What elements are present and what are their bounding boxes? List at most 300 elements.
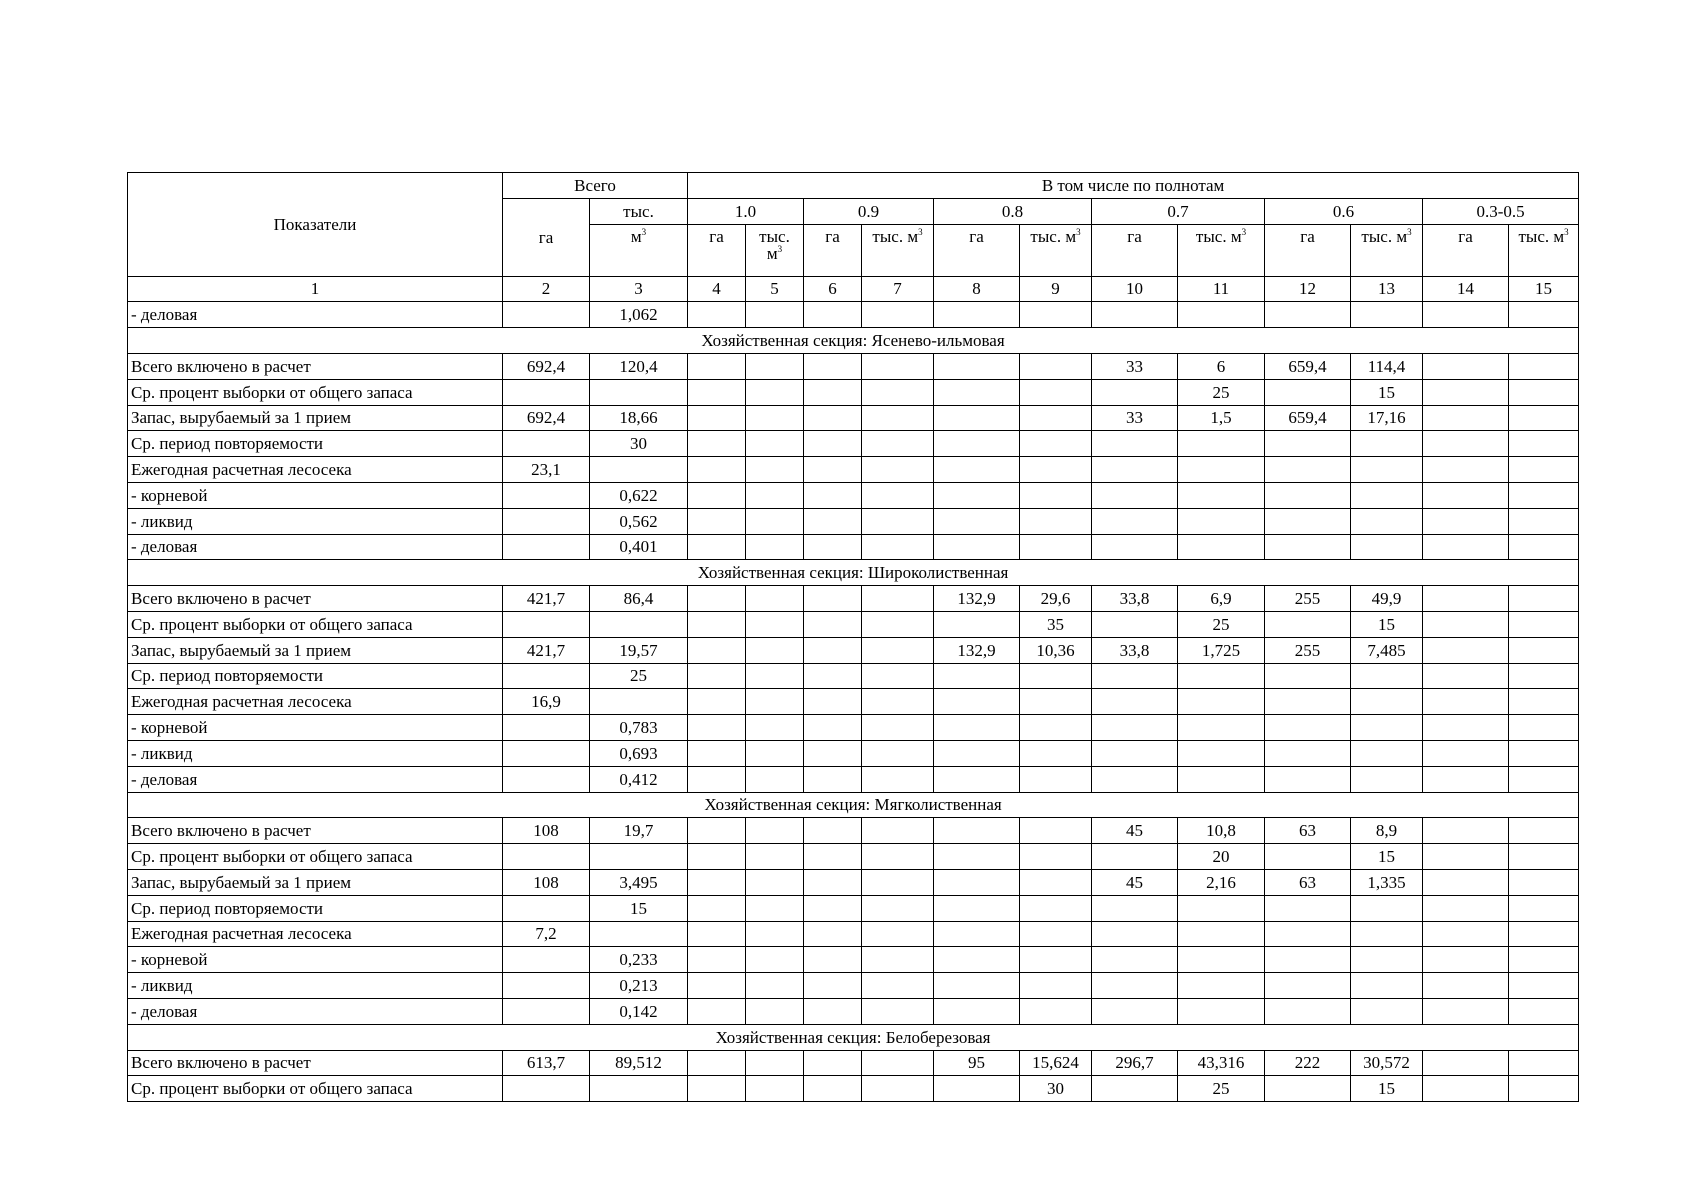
table-cell: [746, 895, 804, 921]
table-cell: 16,9: [503, 689, 590, 715]
table-cell: [1020, 921, 1092, 947]
table-cell: [503, 482, 590, 508]
row-label: Ежегодная расчетная лесосека: [128, 921, 503, 947]
table-cell: [1092, 663, 1178, 689]
table-cell: 0,562: [590, 508, 688, 534]
table-cell: 7,2: [503, 921, 590, 947]
table-cell: [804, 586, 862, 612]
table-cell: 25: [590, 663, 688, 689]
table-cell: [1423, 1076, 1509, 1102]
table-cell: [1265, 895, 1351, 921]
table-cell: [688, 844, 746, 870]
column-number: 3: [590, 276, 688, 302]
table-row: [128, 431, 1579, 457]
table-cell: [804, 457, 862, 483]
table-cell: 30: [1020, 1076, 1092, 1102]
table-cell: [1351, 895, 1423, 921]
table-cell: [1351, 766, 1423, 792]
table-cell: [862, 947, 934, 973]
table-cell: [804, 895, 862, 921]
row-label: - корневой: [128, 715, 503, 741]
table-cell: [934, 998, 1020, 1024]
density-header: 1.0: [688, 198, 804, 224]
table-cell: [590, 457, 688, 483]
table-cell: [590, 844, 688, 870]
table-cell: [1020, 379, 1092, 405]
table-cell: [1020, 457, 1092, 483]
row-label: Всего включено в расчет: [128, 818, 503, 844]
table-cell: [1423, 818, 1509, 844]
table-cell: 20: [1178, 844, 1265, 870]
table-cell: [688, 508, 746, 534]
table-cell: [1423, 689, 1509, 715]
table-cell: [804, 715, 862, 741]
table-cell: [1265, 457, 1351, 483]
table-cell: [862, 895, 934, 921]
table-cell: [934, 844, 1020, 870]
column-number: 10: [1092, 276, 1178, 302]
table-cell: [1351, 508, 1423, 534]
table-cell: [1265, 921, 1351, 947]
table-cell: [1423, 715, 1509, 741]
table-cell: 43,316: [1178, 1050, 1265, 1076]
table-cell: [746, 689, 804, 715]
table-cell: [1092, 973, 1178, 999]
table-cell: 296,7: [1092, 1050, 1178, 1076]
table-row: [128, 508, 1579, 534]
table-cell: [1423, 895, 1509, 921]
table-row: [128, 973, 1579, 999]
table-cell: [862, 1050, 934, 1076]
column-number: 7: [862, 276, 934, 302]
table-cell: 17,16: [1351, 405, 1423, 431]
table-cell: 30: [590, 431, 688, 457]
table-cell: [503, 998, 590, 1024]
table-cell: [1020, 482, 1092, 508]
table-cell: [1092, 895, 1178, 921]
table-cell: [1265, 302, 1351, 328]
table-cell: [688, 379, 746, 405]
table-cell: [1509, 508, 1579, 534]
table-cell: 10,36: [1020, 637, 1092, 663]
table-cell: [688, 482, 746, 508]
unit-thous-m3-header: тыс. $м^3$: [746, 224, 804, 276]
table-cell: [1265, 611, 1351, 637]
table-cell: [688, 431, 746, 457]
table-cell: [1178, 689, 1265, 715]
table-cell: [804, 405, 862, 431]
table-cell: [1178, 895, 1265, 921]
forest-calc-table: [127, 172, 1579, 1102]
table-cell: [1423, 869, 1509, 895]
table-cell: [862, 302, 934, 328]
table-cell: [503, 844, 590, 870]
table-cell: [1509, 611, 1579, 637]
table-cell: [934, 1076, 1020, 1102]
table-cell: [746, 998, 804, 1024]
table-row: [128, 947, 1579, 973]
section-title: Хозяйственная секция: Белоберезовая: [128, 1024, 1579, 1050]
table-cell: [1351, 740, 1423, 766]
table-cell: [590, 611, 688, 637]
table-cell: [804, 302, 862, 328]
table-row: [128, 611, 1579, 637]
table-cell: [746, 947, 804, 973]
table-cell: 0,622: [590, 482, 688, 508]
table-cell: 15: [1351, 611, 1423, 637]
table-cell: [503, 534, 590, 560]
table-cell: 0,412: [590, 766, 688, 792]
row-label: - ликвид: [128, 973, 503, 999]
table-cell: [1092, 921, 1178, 947]
table-cell: [1423, 740, 1509, 766]
table-cell: [1423, 947, 1509, 973]
table-cell: [1509, 766, 1579, 792]
table-cell: 421,7: [503, 586, 590, 612]
column-number: 11: [1178, 276, 1265, 302]
table-cell: [688, 353, 746, 379]
table-cell: 33: [1092, 353, 1178, 379]
total-thous-header: тыс.: [590, 198, 688, 224]
table-cell: [688, 1050, 746, 1076]
table-cell: [862, 715, 934, 741]
table-cell: [746, 844, 804, 870]
table-cell: 0,213: [590, 973, 688, 999]
table-row: [128, 405, 1579, 431]
table-cell: [1509, 1076, 1579, 1102]
row-label: Запас, вырубаемый за 1 прием: [128, 637, 503, 663]
density-header: 0.6: [1265, 198, 1423, 224]
table-cell: [1020, 534, 1092, 560]
table-cell: [1509, 405, 1579, 431]
table-cell: 0,401: [590, 534, 688, 560]
table-cell: [934, 973, 1020, 999]
table-cell: [804, 973, 862, 999]
column-number: 9: [1020, 276, 1092, 302]
table-cell: 23,1: [503, 457, 590, 483]
table-cell: [688, 405, 746, 431]
column-number: 8: [934, 276, 1020, 302]
table-cell: [1509, 998, 1579, 1024]
unit-thous-m3-header: тыс. $м^3$: [862, 224, 934, 276]
table-cell: [1509, 379, 1579, 405]
unit-thous-m3-header: тыс. $м^3$: [1178, 224, 1265, 276]
table-cell: [503, 508, 590, 534]
row-label: - корневой: [128, 482, 503, 508]
table-cell: [1092, 431, 1178, 457]
table-cell: [934, 353, 1020, 379]
table-cell: [1178, 534, 1265, 560]
table-cell: 25: [1178, 1076, 1265, 1102]
table-cell: [746, 534, 804, 560]
table-cell: [862, 766, 934, 792]
column-number-row: [128, 276, 1579, 302]
table-cell: 33: [1092, 405, 1178, 431]
unit-ha-header: га: [1423, 224, 1509, 276]
table-row: [128, 921, 1579, 947]
table-cell: [1265, 482, 1351, 508]
table-cell: [862, 534, 934, 560]
table-cell: [746, 379, 804, 405]
table-cell: 1,5: [1178, 405, 1265, 431]
table-cell: [804, 740, 862, 766]
section-row: [128, 560, 1579, 586]
table-cell: [1423, 973, 1509, 999]
table-cell: 6: [1178, 353, 1265, 379]
table-cell: [1020, 973, 1092, 999]
table-cell: [862, 405, 934, 431]
table-cell: [1265, 947, 1351, 973]
table-cell: [862, 663, 934, 689]
row-label: Ежегодная расчетная лесосека: [128, 689, 503, 715]
table-cell: 15: [1351, 844, 1423, 870]
table-cell: [1178, 973, 1265, 999]
table-row: [128, 379, 1579, 405]
table-cell: [1020, 844, 1092, 870]
table-cell: [1509, 353, 1579, 379]
table-cell: [688, 457, 746, 483]
table-row: [128, 302, 1579, 328]
table-cell: [804, 1050, 862, 1076]
table-cell: [934, 508, 1020, 534]
table-cell: [862, 973, 934, 999]
table-cell: [804, 379, 862, 405]
row-label: - деловая: [128, 534, 503, 560]
table-cell: 45: [1092, 818, 1178, 844]
table-cell: [590, 921, 688, 947]
table-cell: [1020, 947, 1092, 973]
table-cell: 2,16: [1178, 869, 1265, 895]
table-cell: 15: [1351, 379, 1423, 405]
table-cell: [746, 921, 804, 947]
table-cell: [746, 740, 804, 766]
table-cell: [1092, 482, 1178, 508]
table-cell: [1178, 431, 1265, 457]
table-cell: [1423, 405, 1509, 431]
row-label: Всего включено в расчет: [128, 1050, 503, 1076]
table-cell: [804, 844, 862, 870]
table-cell: [1265, 973, 1351, 999]
row-label: - корневой: [128, 947, 503, 973]
table-cell: 33,8: [1092, 637, 1178, 663]
row-label: - ликвид: [128, 508, 503, 534]
table-cell: [804, 353, 862, 379]
table-cell: [1423, 586, 1509, 612]
table-row: [128, 663, 1579, 689]
unit-ha-header: га: [1265, 224, 1351, 276]
table-cell: [746, 1076, 804, 1102]
table-cell: [1178, 663, 1265, 689]
table-cell: [503, 302, 590, 328]
table-cell: [804, 921, 862, 947]
table-row: [128, 895, 1579, 921]
table-cell: [1351, 431, 1423, 457]
table-cell: [1423, 998, 1509, 1024]
table-cell: [1509, 637, 1579, 663]
table-cell: [1178, 947, 1265, 973]
table-cell: [1265, 844, 1351, 870]
table-cell: 15: [590, 895, 688, 921]
table-cell: [746, 611, 804, 637]
table-cell: [1423, 302, 1509, 328]
total-header: Всего: [503, 173, 688, 199]
table-cell: [1351, 482, 1423, 508]
table-cell: [688, 869, 746, 895]
table-cell: [934, 869, 1020, 895]
table-cell: [1265, 766, 1351, 792]
table-row: [128, 586, 1579, 612]
table-cell: [503, 1076, 590, 1102]
table-cell: 19,7: [590, 818, 688, 844]
table-cell: [1509, 689, 1579, 715]
table-row: [128, 869, 1579, 895]
table-cell: [1423, 637, 1509, 663]
table-cell: [862, 457, 934, 483]
table-cell: 8,9: [1351, 818, 1423, 844]
table-cell: [1020, 895, 1092, 921]
row-label: Ежегодная расчетная лесосека: [128, 457, 503, 483]
table-cell: [934, 689, 1020, 715]
table-cell: [804, 1076, 862, 1102]
row-label: - деловая: [128, 998, 503, 1024]
density-header: 0.3-0.5: [1423, 198, 1579, 224]
table-cell: 15,624: [1020, 1050, 1092, 1076]
table-cell: [1423, 482, 1509, 508]
table-cell: [688, 1076, 746, 1102]
total-m3-header: $м^3$: [590, 224, 688, 276]
table-cell: [746, 508, 804, 534]
table-cell: [746, 766, 804, 792]
table-cell: [1423, 611, 1509, 637]
table-cell: [746, 302, 804, 328]
unit-ha-header: га: [688, 224, 746, 276]
table-cell: [1178, 715, 1265, 741]
table-cell: [934, 895, 1020, 921]
table-cell: [1020, 766, 1092, 792]
column-number: 5: [746, 276, 804, 302]
header-row-1: [128, 173, 1579, 199]
table-cell: [746, 973, 804, 999]
table-cell: [1509, 973, 1579, 999]
table-cell: [934, 947, 1020, 973]
table-cell: [746, 482, 804, 508]
table-cell: [934, 482, 1020, 508]
table-cell: 25: [1178, 611, 1265, 637]
table-cell: [1265, 998, 1351, 1024]
table-cell: [804, 611, 862, 637]
table-cell: [1423, 431, 1509, 457]
section-title: Хозяйственная секция: Мягколиственная: [128, 792, 1579, 818]
table-cell: 95: [934, 1050, 1020, 1076]
table-cell: 132,9: [934, 586, 1020, 612]
table-cell: [862, 689, 934, 715]
row-label: Запас, вырубаемый за 1 прием: [128, 869, 503, 895]
table-cell: [1178, 921, 1265, 947]
table-cell: [1020, 689, 1092, 715]
table-cell: [934, 818, 1020, 844]
table-cell: [1423, 379, 1509, 405]
density-header: 0.9: [804, 198, 934, 224]
table-cell: [688, 586, 746, 612]
column-number: 4: [688, 276, 746, 302]
table-cell: [1351, 998, 1423, 1024]
table-cell: [1020, 405, 1092, 431]
density-header: 0.7: [1092, 198, 1265, 224]
table-cell: 3,495: [590, 869, 688, 895]
table-cell: 421,7: [503, 637, 590, 663]
table-cell: [1020, 715, 1092, 741]
table-cell: [688, 895, 746, 921]
table-cell: [862, 508, 934, 534]
table-cell: [934, 431, 1020, 457]
table-cell: [804, 818, 862, 844]
table-cell: 10,8: [1178, 818, 1265, 844]
section-row: [128, 1024, 1579, 1050]
table-cell: [862, 869, 934, 895]
table-cell: [590, 689, 688, 715]
column-number: 12: [1265, 276, 1351, 302]
table-cell: 692,4: [503, 405, 590, 431]
table-cell: 114,4: [1351, 353, 1423, 379]
table-cell: [1509, 921, 1579, 947]
table-cell: [1092, 1076, 1178, 1102]
table-cell: [1092, 947, 1178, 973]
table-cell: [862, 431, 934, 457]
table-cell: [688, 302, 746, 328]
table-cell: [1092, 715, 1178, 741]
unit-ha-header: га: [934, 224, 1020, 276]
table-cell: [862, 1076, 934, 1102]
table-cell: [688, 715, 746, 741]
table-cell: [1092, 508, 1178, 534]
table-cell: [934, 740, 1020, 766]
density-group-header: В том числе по полнотам: [688, 173, 1579, 199]
table-cell: [1178, 766, 1265, 792]
table-cell: [1509, 715, 1579, 741]
table-cell: [1351, 534, 1423, 560]
table-cell: [1092, 998, 1178, 1024]
table-cell: [1509, 457, 1579, 483]
table-cell: [1351, 715, 1423, 741]
table-cell: [862, 379, 934, 405]
table-cell: [804, 689, 862, 715]
table-cell: 18,66: [590, 405, 688, 431]
table-cell: [1351, 689, 1423, 715]
table-cell: [934, 457, 1020, 483]
table-cell: [862, 998, 934, 1024]
table-cell: [804, 431, 862, 457]
table-cell: [1351, 302, 1423, 328]
table-cell: [1423, 921, 1509, 947]
unit-thous-m3-header: тыс. $м^3$: [1509, 224, 1579, 276]
table-cell: [688, 766, 746, 792]
table-cell: [1265, 715, 1351, 741]
table-row: [128, 715, 1579, 741]
table-cell: [1020, 869, 1092, 895]
table-cell: [1265, 508, 1351, 534]
table-cell: [1020, 663, 1092, 689]
row-label: Ср. процент выборки от общего запаса: [128, 844, 503, 870]
table-cell: 63: [1265, 869, 1351, 895]
table-cell: [862, 637, 934, 663]
table-cell: [688, 973, 746, 999]
table-cell: [1020, 508, 1092, 534]
table-cell: [1351, 457, 1423, 483]
table-row: [128, 998, 1579, 1024]
table-row: [128, 1050, 1579, 1076]
table-cell: [688, 998, 746, 1024]
table-cell: [1351, 947, 1423, 973]
